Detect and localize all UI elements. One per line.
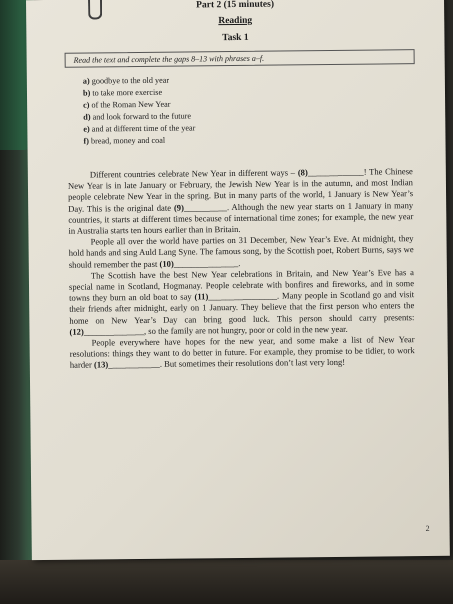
option-item: a) goodbye to the old year [82,75,170,86]
background-floor [0,560,453,604]
option-item: f) bread, money and coal [83,135,166,146]
reading-text [68,166,415,371]
option-item: e) and at different time of the year [83,123,196,134]
gap-11: (11) [194,291,209,302]
paragraph-1: Different countries celebrate New Year in different ways – (8)_____________! The Chinese New Year is in late January or February, the Jewish New Year is in the autumn, and most Indian people celebrate New Year in the spring. But in many parts of the world, 1 January is New Year’s Day. This is the original date (9)__________. Although the new year starts on 1 January in many countries, it starts at different times because of international time zones; for example, the new year in Australia starts ten hours earlier than in Britain. [67,166,414,236]
gap-12: (12) [69,326,84,337]
paragraph-2: People all over the world have parties on 31 December, New Year’s Eve. At midnight, they hold hands and sing Auld Lang Syne. The famous song, by the Scottish poet, Robert Burns, says we should remember the past (10)_______________. [68,233,414,270]
option-item: b) to take more exercise [82,87,163,98]
gap-10: (10) [159,258,174,269]
task-heading: Task 1 [222,32,249,44]
paragraph-4: People everywhere have hopes for the new year, and some make a list of New Year resolutions: things they want to do better in future. For example, they promise to be tidier, to work harder (13)____________. But sometimes their resolutions don’t last very long! [69,334,415,371]
option-item: c) of the Roman New Year [83,99,171,110]
page-number: 2 [425,523,430,534]
gap-9: (9) [173,202,184,213]
gap-8: (8) [297,167,308,178]
option-item: d) and look forward to the future [83,111,192,122]
options-list [83,74,196,147]
instruction-box: Read the text and complete the gaps 8–13 with phrases a–f. [65,49,415,68]
part-heading: Part 2 (15 minutes) [196,0,275,11]
worksheet-page [26,0,450,560]
paragraph-3: The Scottish have the best New Year celebrations in Britain, and New Year’s Eve has a special name in Scotland, Hogmanay. People celebrate with bonfires and fireworks, and in some towns they burn an old boat to say (11)________________. Many people in Scotland go and visit their friends after midnight, early on 1 January. They believe that the first person who enters the home on New Year’s Day can bring good luck. This person should carry presents: (12)______________, so the family are not hungry, poor or cold in the new year. [68,266,415,337]
gap-13: (13) [93,359,109,370]
section-heading: Reading [218,15,253,27]
